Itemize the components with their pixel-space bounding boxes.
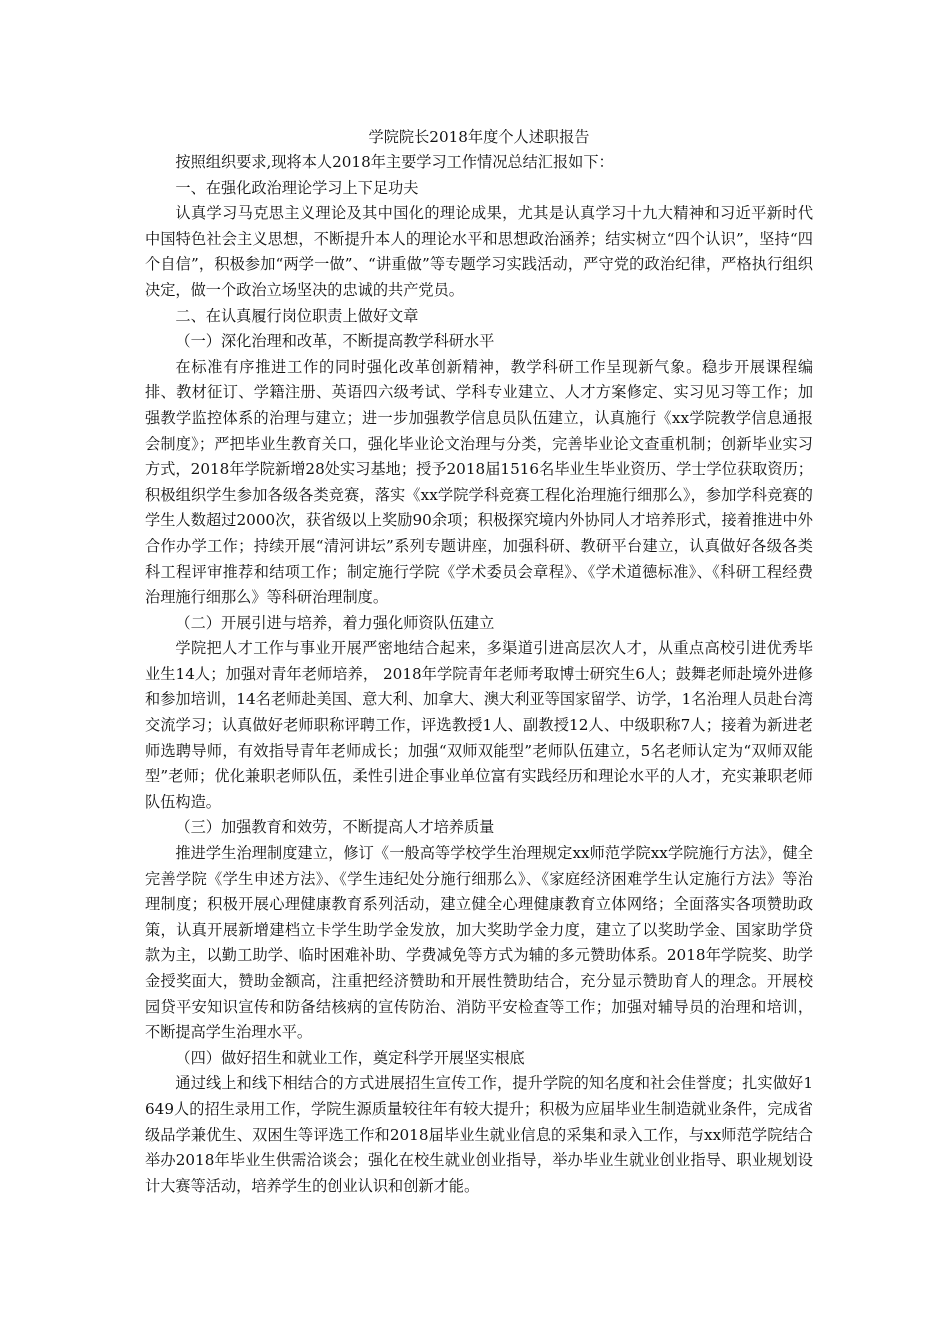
body-paragraph: 按照组织要求,现将本人2018年主要学习工作情况总结汇报如下： — [175, 153, 614, 171]
body-paragraph: 推进学生治理制度建立，修订《一般高等学校学生治理规定xx师范学院xx学院施行方法》，健全完善学院《学生申述方法》、《学生违纪处分施行细那么》、《家庭经济困难学生认定施行方法》等治理制度；积极开展心理健康教育系列活动，建立健全心理健康教育立体网络；全面落实各项赞助政策，认真开展新增建档立卡学生助学金发放，加大奖助学金力度，建立了以奖助学金、国家助学贷款为主，以勤工助学、临时困难补助、学费减免等方式为辅的多元赞助体系。2018年学院奖、助学金授奖面大，赞助金额高，注重把经济赞助和开展性赞助结合，充分显示赞助育人的理念。开展校园贷平安知识宣传和防备结核病的宣传防治、消防平安检查等工作；加强对辅导员的治理和培训，不断提高学生治理水平。 — [145, 844, 813, 1042]
section-heading: （二）开展引进与培养，着力强化师资队伍建立 — [175, 613, 495, 632]
document-body — [145, 124, 813, 1199]
body-paragraph: 学院把人才工作与事业开展严密地结合起来，多渠道引进高层次人才，从重点高校引进优秀毕业生14人；加强对青年老师培养， 2018年学院青年老师考取博士研究生6人；鼓舞老师赴境外进修和参加培训，14名老师赴美国、意大利、加拿大、澳大利亚等国家留学、访学，1名治理人员赴台湾交流学习；认真做好老师职称评聘工作，评选教授1人、副教授12人、中级职称7人；接着为新进老师选聘导师，有效指导青年老师成长；加强“双师双能型”老师队伍建立，5名老师认定为“双师双能型”老师；优化兼职老师队伍，柔性引进企事业单位富有实践经历和理论水平的人才，充实兼职老师队伍构造。 — [145, 639, 813, 811]
document-title: 学院院长2018年度个人述职报告 — [368, 128, 590, 146]
section-heading: （三）加强教育和效劳，不断提高人才培养质量 — [175, 818, 495, 837]
section-heading: 二、在认真履行岗位职责上做好文章 — [175, 306, 419, 325]
section-heading: 一、在强化政治理论学习上下足功夫 — [175, 178, 419, 197]
body-paragraph: 认真学习马克思主义理论及其中国化的理论成果，尤其是认真学习十九大精神和习近平新时代中国特色社会主义思想，不断提升本人的理论水平和思想政治涵养；结实树立“四个认识”，坚持“四个自信”，积极参加“两学一做”、“讲重做”等专题学习实践活动，严守党的政治纪律，严格执行组织决定，做一个政治立场坚决的忠诚的共产党员。 — [145, 204, 813, 299]
body-paragraph: 通过线上和线下相结合的方式进展招生宣传工作，提升学院的知名度和社会佳誉度；扎实做好1649人的招生录用工作，学院生源质量较往年有较大提升；积极为应届毕业生制造就业条件，完成省级品学兼优生、双困生等评选工作和2018届毕业生就业信息的采集和录入工作，与xx师范学院结合举办2018年毕业生供需洽谈会；强化在校生就业创业指导，举办毕业生就业创业指导、职业规划设计大赛等活动，培养学生的创业认识和创新才能。 — [145, 1074, 813, 1195]
section-heading: （一）深化治理和改革，不断提高教学科研水平 — [175, 332, 495, 351]
section-heading: （四）做好招生和就业工作，奠定科学开展坚实根底 — [175, 1048, 525, 1067]
body-paragraph: 在标准有序推进工作的同时强化改革创新精神，教学科研工作呈现新气象。稳步开展课程编排、教材征订、学籍注册、英语四六级考试、学科专业建立、人才方案修定、实习见习等工作；加强教学监控体系的治理与建立；进一步加强教学信息员队伍建立，认真施行《xx学院教学信息通报会制度》；严把毕业生教育关口，强化毕业论文治理与分类，完善毕业论文查重机制；创新毕业实习方式，2018年学院新增28处实习基地；授予2018届1516名毕业生毕业资历、学士学位获取资历；积极组织学生参加各级各类竞赛，落实《xx学院学科竞赛工程化治理施行细那么》，参加学科竞赛的学生人数超过2000次，获省级以上奖励90余项；积极探究境内外协同人才培养形式，接着推进中外合作办学工作；持续开展“清河讲坛”系列专题讲座，加强科研、教研平台建立，认真做好各级各类科工程评审推荐和结项工作；制定施行学院《学术委员会章程》、《学术道德标准》、《科研工程经费治理施行细那么》等科研治理制度。 — [145, 357, 813, 607]
document-paragraphs — [145, 150, 813, 1199]
